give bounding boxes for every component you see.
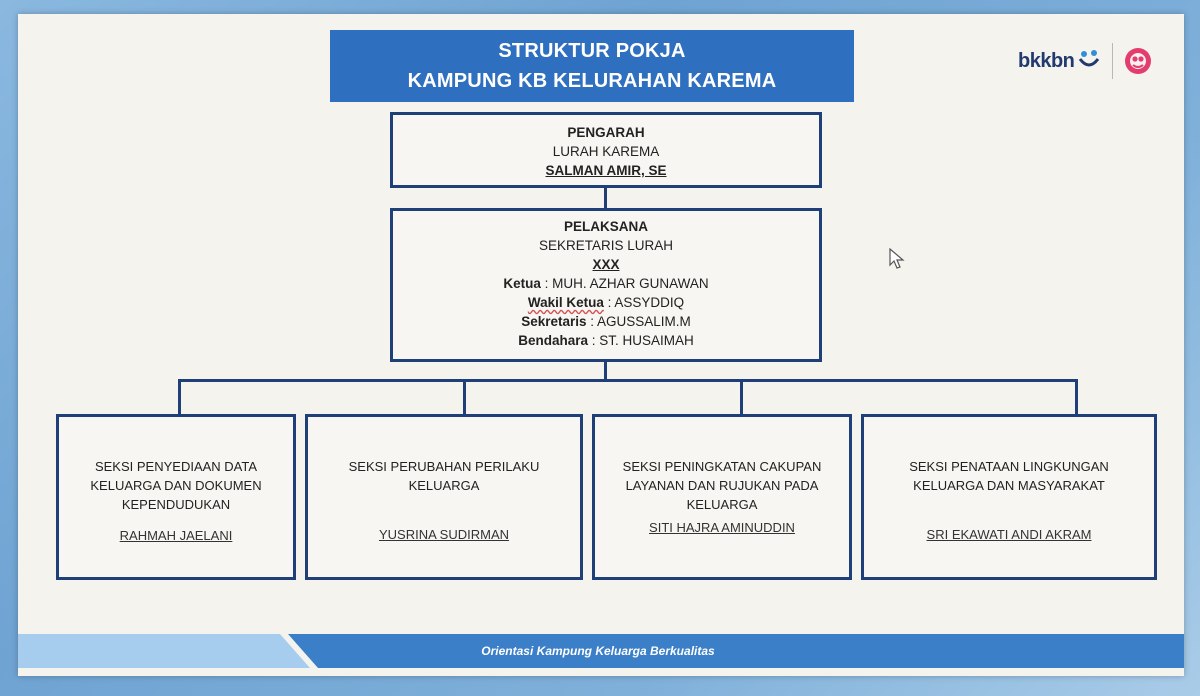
slide: [18, 14, 1184, 676]
section-box-layanan: [592, 414, 852, 580]
logo-separator: [1112, 43, 1113, 79]
connector-drop-2: [463, 379, 466, 414]
section-title: SEKSI PENYEDIAAN DATA KELUARGA DAN DOKUMEN KEPENDUDUKAN: [90, 459, 262, 512]
member-value: : MUH. AZHAR GUNAWAN: [540, 276, 709, 291]
family-circle-icon: [1123, 46, 1153, 76]
member-value: : ASSYDDIQ: [603, 295, 685, 310]
title-line-1: STRUKTUR POKJA: [498, 40, 686, 62]
connector-drop-1: [178, 379, 181, 414]
member-label: Ketua: [503, 276, 541, 291]
section-title: SEKSI PERUBAHAN PERILAKU KELUARGA: [348, 459, 540, 493]
pengarah-role: PENGARAH: [567, 125, 645, 140]
section-title: SEKSI PENINGKATAN CAKUPAN LAYANAN DAN RUJUKAN PADA KELUARGA: [622, 459, 822, 512]
bkkbn-mark-icon: [1076, 49, 1102, 73]
pelaksana-name: XXX: [592, 257, 620, 272]
section-name: SITI HAJRA AMINUDDIN: [649, 520, 795, 535]
section-title: SEKSI PENATAAN LINGKUNGAN KELUARGA DAN MASYARAKAT: [909, 459, 1109, 493]
footer-text: Orientasi Kampung Keluarga Berkualitas: [481, 644, 715, 658]
title-line-2: KAMPUNG KB KELURAHAN KAREMA: [407, 70, 777, 92]
section-name: SRI EKAWATI ANDI AKRAM: [926, 527, 1092, 542]
mouse-cursor-icon: [888, 248, 906, 270]
connector-drop-4: [1075, 379, 1078, 414]
connector-pengarah-pelaksana: [604, 188, 607, 208]
member-label: Sekretaris: [521, 314, 587, 329]
pelaksana-box: [390, 208, 822, 362]
title-banner: [330, 30, 854, 102]
pelaksana-role: PELAKSANA: [563, 219, 648, 234]
bkkbn-logo-text: bkkbn: [1018, 49, 1075, 72]
member-label: Wakil Ketua: [527, 295, 604, 310]
pengarah-box: [390, 112, 822, 188]
pengarah-name: SALMAN AMIR, SE: [545, 163, 667, 178]
member-value: : AGUSSALIM.M: [586, 314, 691, 329]
member-sekretaris: [393, 312, 819, 331]
logo-area: [1018, 38, 1168, 84]
section-box-perilaku: [305, 414, 583, 580]
connector-pelaksana-down: [604, 362, 607, 380]
section-box-data: [56, 414, 296, 580]
member-ketua: [393, 274, 819, 293]
section-name: YUSRINA SUDIRMAN: [378, 527, 510, 542]
member-value: : ST. HUSAIMAH: [588, 333, 694, 348]
pelaksana-position: SEKRETARIS LURAH: [538, 238, 674, 253]
connector-horizontal: [178, 379, 1078, 382]
member-wakil-ketua: [393, 293, 819, 312]
pengarah-position: LURAH KAREMA: [552, 144, 660, 159]
member-bendahara: [393, 331, 819, 350]
connector-drop-3: [740, 379, 743, 414]
section-name: RAHMAH JAELANI: [119, 528, 233, 543]
section-box-lingkungan: [861, 414, 1157, 580]
footer-accent: [18, 634, 318, 668]
member-label: Bendahara: [518, 333, 588, 348]
